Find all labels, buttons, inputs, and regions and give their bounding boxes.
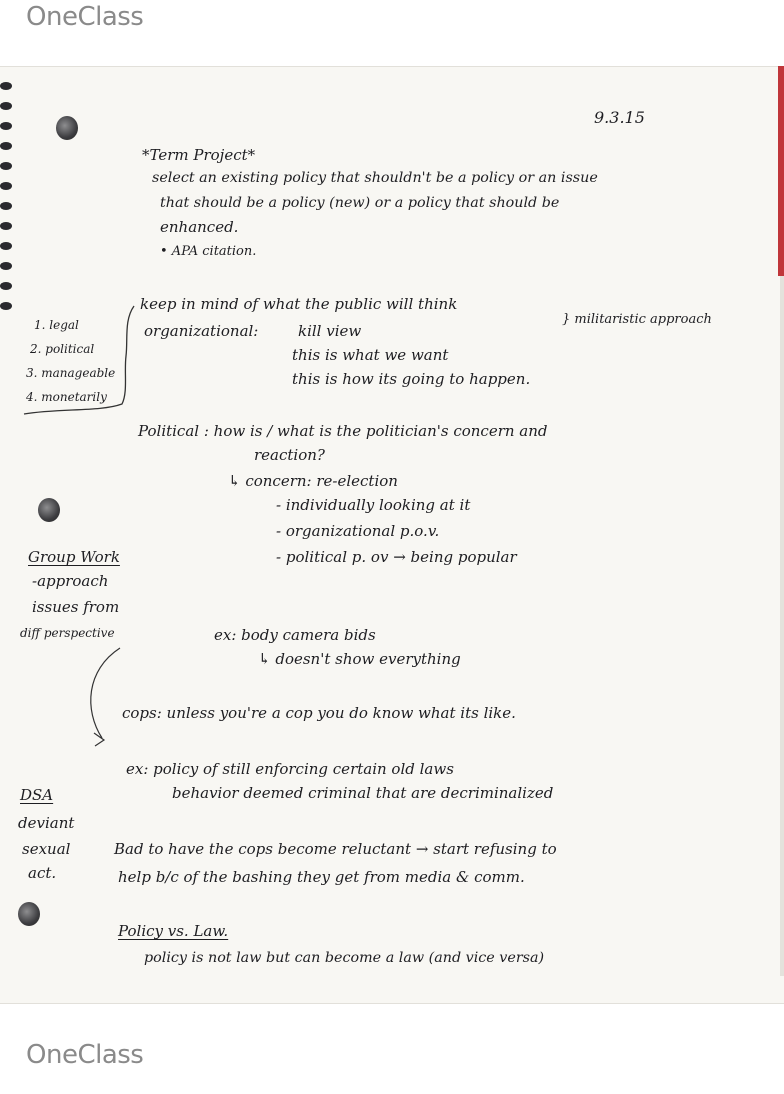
note-line: - organizational p.o.v. — [276, 522, 440, 540]
oneclass-logo-bottom: OneClass — [26, 1040, 144, 1070]
note-line: - individually looking at it — [276, 496, 471, 514]
note-line: that should be a policy (new) or a policy that should be — [160, 195, 560, 211]
margin-note: sexual — [22, 840, 71, 858]
margin-list-item: 1. legal — [34, 318, 79, 332]
margin-group-work: Group Work — [28, 548, 120, 566]
note-line: ex: policy of still enforcing certain old laws — [126, 760, 454, 778]
margin-dsa: DSA — [20, 786, 54, 804]
margin-list-item: 2. political — [30, 342, 95, 356]
note-line: organizational: — [144, 322, 259, 340]
note-line: cops: unless you're a cop you do know what its like. — [122, 704, 516, 722]
margin-note: diff perspective — [20, 626, 115, 640]
note-line: Political : how is / what is the politician's concern and — [138, 422, 548, 440]
policy-vs-law-heading: Policy vs. Law. — [118, 922, 229, 940]
note-line: - political p. ov → being popular — [276, 548, 517, 566]
note-line: policy is not law but can become a law (and vice versa) — [144, 950, 545, 966]
note-line: ex: body camera bids — [214, 626, 376, 644]
margin-list-item: 4. monetarily — [26, 390, 107, 404]
margin-note: -approach — [32, 572, 109, 590]
note-line: help b/c of the bashing they get from media & comm. — [118, 868, 525, 886]
note-line: select an existing policy that shouldn't be a policy or an issue — [152, 170, 598, 186]
note-line: enhanced. — [160, 218, 239, 236]
note-line: this is how its going to happen. — [292, 370, 531, 388]
margin-list-item: 3. manageable — [26, 366, 116, 380]
note-line: behavior deemed criminal that are decriminalized — [172, 784, 554, 802]
margin-note: issues from — [32, 598, 120, 616]
note-line: ↳ doesn't show everything — [258, 650, 461, 668]
note-line: } militaristic approach — [562, 312, 712, 327]
note-line: keep in mind of what the public will think — [140, 295, 458, 313]
note-line: Bad to have the cops become reluctant → start refusing to — [114, 840, 557, 858]
date: 9.3.15 — [594, 108, 645, 127]
oneclass-logo-top: OneClass — [26, 2, 144, 32]
note-line: this is what we want — [292, 346, 449, 364]
note-line: ↳ concern: re-election — [228, 472, 398, 490]
note-line: reaction? — [254, 446, 325, 464]
margin-note: act. — [28, 864, 57, 882]
margin-note: deviant — [18, 814, 75, 832]
term-project-heading: *Term Project* — [142, 146, 256, 164]
note-line: • APA citation. — [160, 244, 257, 259]
note-line: kill view — [298, 322, 362, 340]
